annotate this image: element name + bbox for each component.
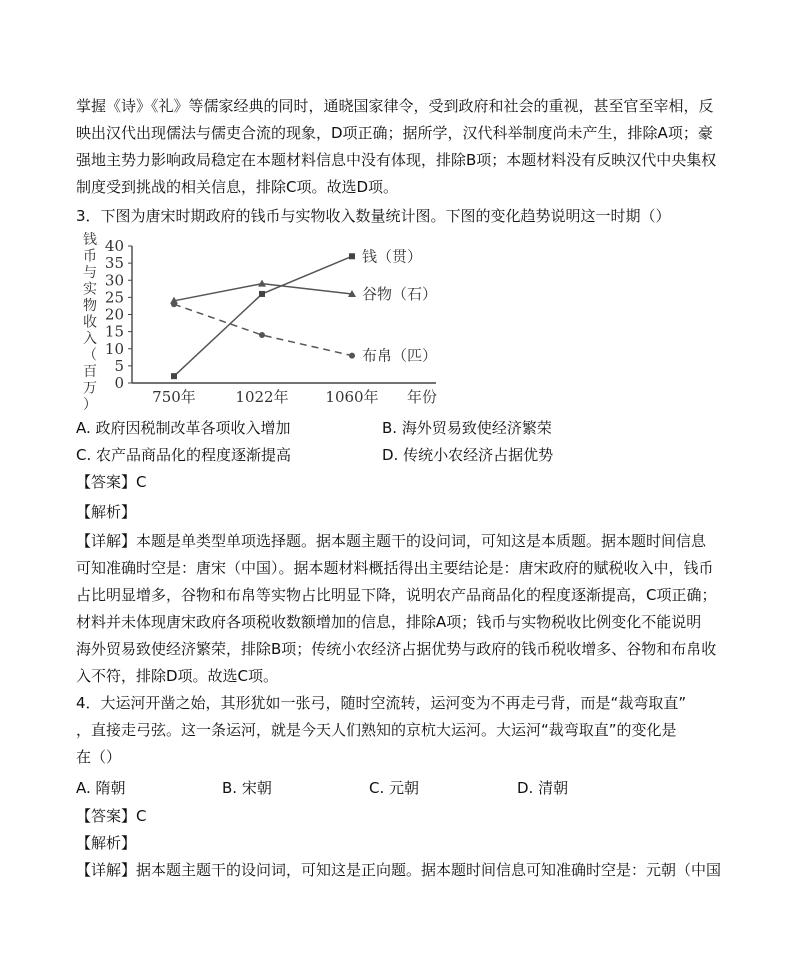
q3-option-a: A. 政府因税制改革各项收入增加 — [76, 419, 291, 437]
q3-detail-line: 可知准确时空是：唐宋（中国）。据本题材料概括得出主要结论是：唐宋政府的赋税收入中，钱币 — [76, 559, 714, 577]
revenue-line-chart — [76, 232, 446, 410]
series-label: 布帛（匹） — [362, 346, 438, 365]
q4-option-d: D. 清朝 — [517, 779, 569, 797]
question-4-stem: 4．大运河开凿之始，其形犹如一张弓，随时空流转，运河变为不再走弓背，而是“裁弯取直” — [76, 694, 687, 712]
y-tick-label: 5 — [114, 356, 124, 375]
y-tick-label: 30 — [104, 271, 124, 290]
q3-analysis-title: 【解析】 — [76, 503, 137, 521]
q3-option-d: D. 传统小农经济占据优势 — [382, 446, 554, 464]
text-line: 强地主势力影响政局稳定在本题材料信息中没有体现，排除B项；本题材料没有反映汉代中央集权 — [76, 151, 717, 169]
text-line: 制度受到挑战的相关信息，排除C项。故选D项。 — [76, 178, 399, 196]
series-line — [174, 256, 352, 376]
y-tick-label: 40 — [104, 237, 124, 255]
data-point — [349, 353, 355, 359]
question-4-stem: 在（） — [76, 748, 122, 766]
q4-answer: 【答案】C — [76, 807, 147, 825]
q4-analysis-title: 【解析】 — [76, 834, 137, 852]
text-line: 掌握《诗》《礼》等儒家经典的同时，通晓国家律令，受到政府和社会的重视，甚至官至宰相，反 — [76, 97, 714, 115]
y-tick-label: 0 — [114, 374, 124, 392]
y-tick-label: 35 — [104, 254, 124, 273]
y-tick-label: 25 — [104, 288, 124, 307]
series-label: 钱（贯） — [362, 247, 423, 266]
text-line: 映出汉代出现儒法与儒吏合流的现象，D项正确；据所学，汉代科举制度尚未产生，排除A项；豪 — [76, 124, 713, 142]
data-point — [349, 253, 355, 259]
q3-detail-line: 材料并未体现唐宋政府各项税收数额增加的信息，排除A项；钱币与实物税收比例变化不能说明 — [76, 613, 702, 631]
x-tick-label: 750年 — [152, 388, 196, 406]
data-point — [171, 373, 177, 379]
q4-option-a: A. 隋朝 — [76, 779, 126, 797]
x-tick-label: 1060年 — [325, 388, 379, 406]
q3-detail-line: 【详解】本题是单类型单项选择题。据本题主题干的设问词，可知这是本质题。据本题时间信息 — [76, 532, 707, 550]
y-axis-label: 钱币与实物收入（百万） — [83, 232, 97, 410]
q3-detail-line: 海外贸易致使经济繁荣，排除B项；传统小农经济占据优势与政府的钱币税收增多、谷物和布帛收 — [76, 640, 717, 658]
question-4-stem: ，直接走弓弦。这一条运河，就是今天人们熟知的京杭大运河。大运河“裁弯取直”的变化是 — [76, 721, 677, 739]
q3-answer: 【答案】C — [76, 473, 147, 491]
series-label: 谷物（石） — [362, 284, 438, 303]
q4-option-b: B. 宋朝 — [222, 779, 272, 797]
q4-option-c: C. 元朝 — [369, 779, 420, 797]
x-tick-label: 1022年 — [235, 388, 289, 406]
x-axis-label: 年份 — [406, 388, 438, 406]
data-point — [259, 332, 265, 338]
question-3-stem: 3．下图为唐宋时期政府的钱币与实物收入数量统计图。下图的变化趋势说明这一时期（） — [76, 207, 671, 225]
chart-svg — [76, 232, 446, 410]
q3-option-b: B. 海外贸易致使经济繁荣 — [382, 419, 552, 437]
data-point — [171, 301, 177, 307]
q3-detail-line: 占比明显增多，谷物和布帛等实物占比明显下降，说明农产品商品化的程度逐渐提高，C项正确； — [76, 586, 717, 604]
series-line — [174, 304, 352, 355]
data-point — [259, 291, 265, 297]
q4-detail-line: 【详解】据本题主题干的设问词，可知这是正向题。据本题时间信息可知准确时空是：元朝（中国 — [76, 861, 722, 879]
y-tick-label: 10 — [104, 339, 124, 358]
y-tick-label: 15 — [104, 322, 124, 341]
data-point — [258, 280, 266, 287]
y-tick-label: 20 — [104, 305, 124, 324]
q3-option-c: C. 农产品商品化的程度逐渐提高 — [76, 446, 292, 464]
q3-detail-line: 入不符，排除D项。故选C项。 — [76, 667, 279, 685]
